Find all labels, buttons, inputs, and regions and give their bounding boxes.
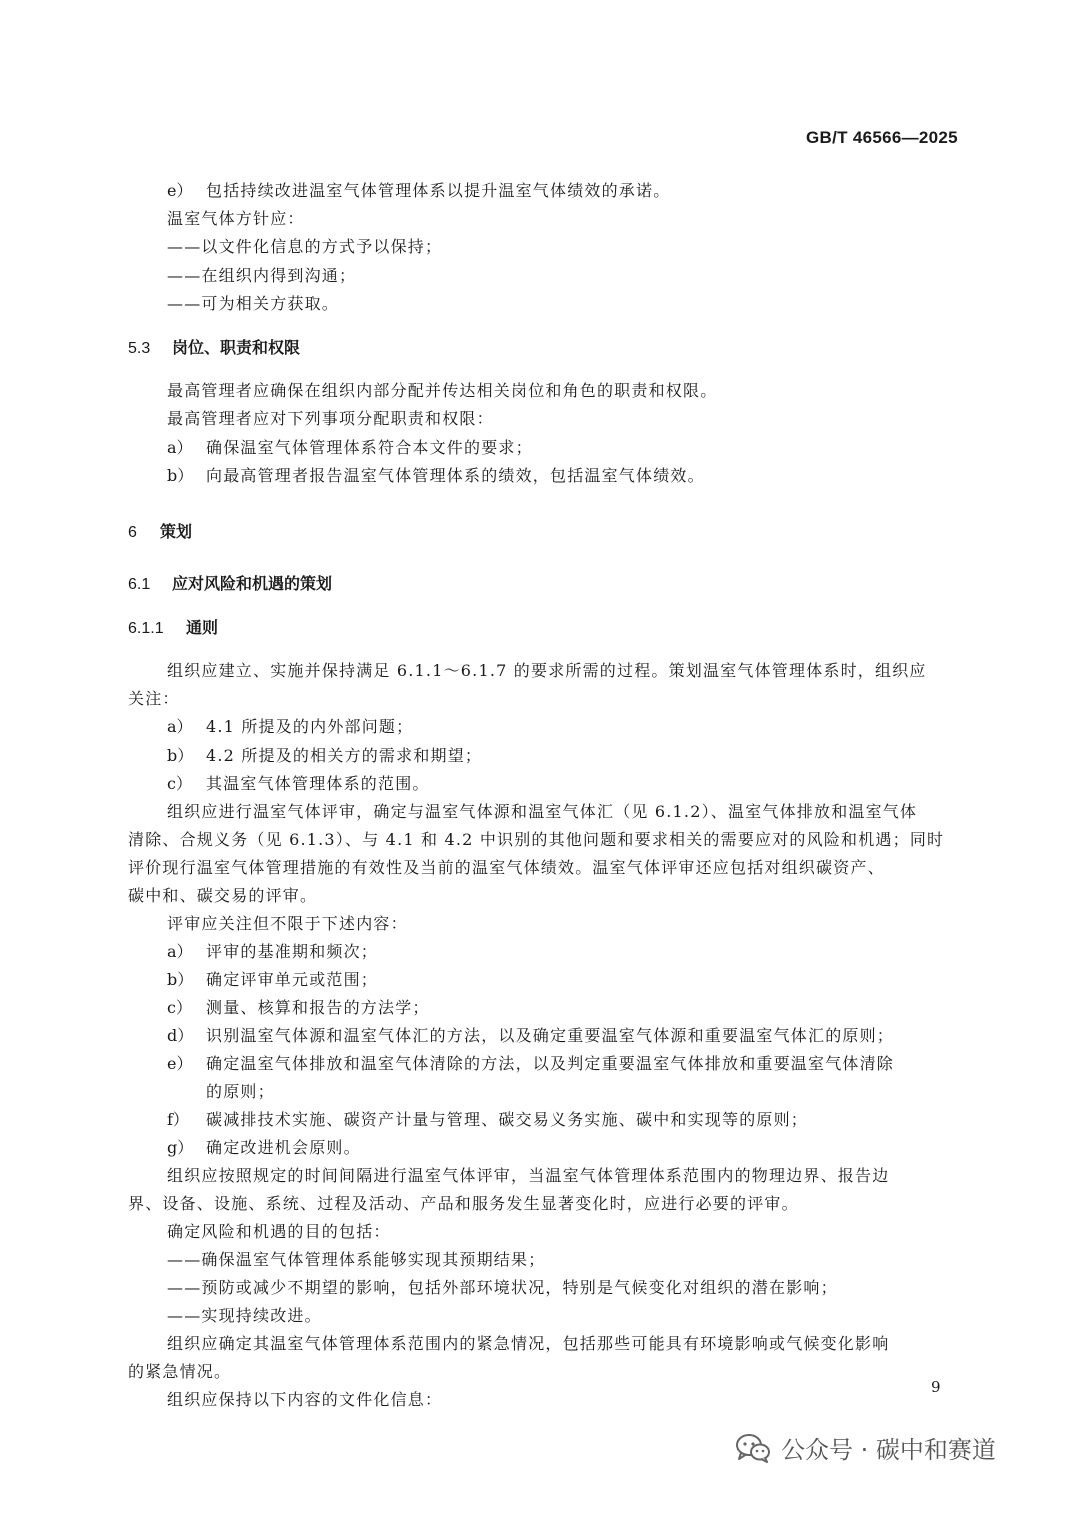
watermark bbox=[735, 1430, 996, 1465]
list-marker: c） bbox=[167, 774, 192, 793]
paragraph-line: 界、设备、设施、系统、过程及活动、产品和服务发生显著变化时，应进行必要的评审。 bbox=[128, 1194, 799, 1213]
paragraph: 组织应保持以下内容的文件化信息： bbox=[167, 1390, 443, 1409]
list-marker: e） bbox=[167, 181, 193, 200]
paragraph-line: 的紧急情况。 bbox=[128, 1362, 232, 1381]
dash-item: ——实现持续改进。 bbox=[167, 1306, 322, 1325]
list-item-text: 评审的基准期和频次； bbox=[206, 942, 379, 961]
paragraph: 最高管理者应对下列事项分配职责和权限： bbox=[167, 409, 494, 428]
standard-number: GB/T 46566—2025 bbox=[806, 128, 958, 147]
list-marker: a） bbox=[167, 942, 193, 961]
list-marker: d） bbox=[167, 1026, 194, 1045]
list-item-text: 包括持续改进温室气体管理体系以提升温室气体绩效的承诺。 bbox=[206, 181, 671, 200]
paragraph-line: 组织应建立、实施并保持满足 6.1.1～6.1.7 的要求所需的过程。策划温室气体管理体系时，组织应 bbox=[167, 661, 927, 680]
paragraph-line: 清除、合规义务（见 6.1.3）、与 4.1 和 4.2 中识别的其他问题和要求相关的需要应对的风险和机遇；同时 bbox=[128, 830, 945, 849]
list-item-text: 其温室气体管理体系的范围。 bbox=[206, 774, 430, 793]
section-title: 岗位、职责和权限 bbox=[172, 340, 301, 357]
paragraph-line: 碳中和、碳交易的评审。 bbox=[128, 886, 318, 905]
paragraph-line: 组织应按照规定的时间间隔进行温室气体评审，当温室气体管理体系范围内的物理边界、报告边 bbox=[167, 1166, 890, 1185]
list-marker: c） bbox=[167, 998, 192, 1017]
dash-item: ——确保温室气体管理体系能够实现其预期结果； bbox=[167, 1250, 546, 1269]
list-marker: b） bbox=[167, 466, 194, 485]
list-marker: f） bbox=[167, 1110, 189, 1129]
section-number: 6.1 bbox=[128, 576, 151, 593]
dash-item: ——预防或减少不期望的影响，包括外部环境状况，特别是气候变化对组织的潜在影响； bbox=[167, 1278, 838, 1297]
list-item-text: 4.1 所提及的内外部问题； bbox=[206, 717, 414, 736]
subsection-number: 6.1.1 bbox=[128, 620, 164, 637]
list-item-text: 4.2 所提及的相关方的需求和期望； bbox=[206, 746, 483, 765]
list-marker: a） bbox=[167, 717, 193, 736]
page-number: 9 bbox=[931, 1378, 941, 1396]
watermark-text: 公众号 · 碳中和赛道 bbox=[781, 1436, 996, 1464]
chapter-number: 6 bbox=[128, 524, 137, 541]
list-item-text: 确保温室气体管理体系符合本文件的要求； bbox=[206, 438, 533, 457]
chapter-title: 策划 bbox=[160, 524, 193, 541]
paragraph-line: 组织应进行温室气体评审，确定与温室气体源和温室气体汇（见 6.1.2）、温室气体排放和温室气体 bbox=[167, 802, 918, 821]
list-item-text: 确定改进机会原则。 bbox=[206, 1138, 361, 1157]
list-marker: a） bbox=[167, 438, 193, 457]
subsection-title: 通则 bbox=[186, 620, 219, 637]
list-marker: e） bbox=[167, 1054, 193, 1073]
list-item-text: 碳减排技术实施、碳资产计量与管理、碳交易义务实施、碳中和实现等的原则； bbox=[206, 1110, 809, 1129]
list-item-text: 确定评审单元或范围； bbox=[206, 970, 379, 989]
list-marker: b） bbox=[167, 970, 194, 989]
paragraph: 最高管理者应确保在组织内部分配并传达相关岗位和角色的职责和权限。 bbox=[167, 381, 718, 400]
section-number: 5.3 bbox=[128, 340, 151, 357]
dash-item: ——在组织内得到沟通； bbox=[167, 266, 357, 285]
list-item-continuation: 的原则； bbox=[206, 1082, 275, 1101]
list-item-text: 向最高管理者报告温室气体管理体系的绩效，包括温室气体绩效。 bbox=[206, 466, 705, 485]
paragraph-line: 评价现行温室气体管理措施的有效性及当前的温室气体绩效。温室气体评审还应包括对组织碳资产、 bbox=[128, 858, 885, 877]
list-item-text: 测量、核算和报告的方法学； bbox=[206, 998, 430, 1017]
paragraph: 温室气体方针应： bbox=[167, 209, 305, 228]
list-marker: g） bbox=[167, 1138, 194, 1157]
paragraph: 评审应关注但不限于下述内容： bbox=[167, 914, 408, 933]
list-item-text: 确定温室气体排放和温室气体清除的方法，以及判定重要温室气体排放和重要温室气体清除 bbox=[206, 1054, 895, 1073]
paragraph: 确定风险和机遇的目的包括： bbox=[167, 1222, 391, 1241]
dash-item: ——以文件化信息的方式予以保持； bbox=[167, 237, 443, 256]
list-marker: b） bbox=[167, 746, 194, 765]
wechat-icon bbox=[735, 1433, 771, 1463]
section-title: 应对风险和机遇的策划 bbox=[172, 576, 333, 593]
list-item-text: 识别温室气体源和温室气体汇的方法，以及确定重要温室气体源和重要温室气体汇的原则； bbox=[206, 1026, 895, 1045]
paragraph-line: 关注： bbox=[128, 689, 180, 708]
paragraph-line: 组织应确定其温室气体管理体系范围内的紧急情况，包括那些可能具有环境影响或气候变化影响 bbox=[167, 1334, 890, 1353]
dash-item: ——可为相关方获取。 bbox=[167, 294, 340, 313]
